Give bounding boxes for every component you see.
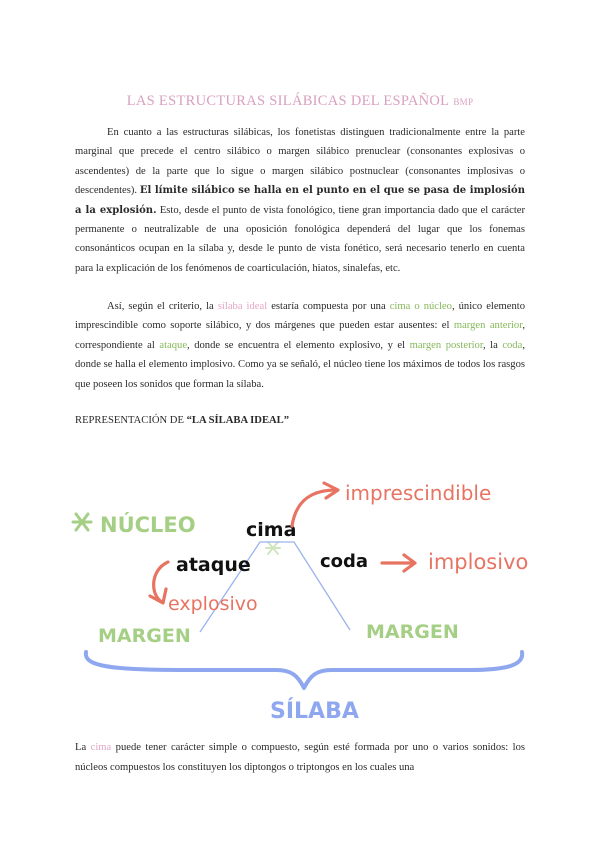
highlight-margen-posterior: margen posterior [409, 339, 483, 351]
section-heading-bold: “LA SÍLABA IDEAL” [186, 415, 290, 426]
label-implosivo: implosivo [428, 550, 529, 574]
peak-asterisk-icon [266, 542, 280, 554]
p2-text-3: , único elemento imprescindible como soporte silábico, y dos márgenes que pueden estar ausentes: el [75, 301, 526, 332]
p2-text-2: estaría compuesta por una [271, 301, 386, 312]
silaba-diagram [0, 450, 600, 730]
paragraph-1-bold: El límite silábico se halla en el punto en el que se pasa de implosión a la explosión. [75, 185, 525, 216]
section-heading-prefix: REPRESENTACIÓN DE [75, 415, 184, 426]
highlight-cima-nucleo: cima o núcleo [389, 301, 452, 312]
highlight-silaba-ideal: sílaba ideal [217, 301, 268, 312]
p2-text-6: , la [482, 339, 498, 351]
paragraph-1-text-a: En cuanto a las estructuras silábicas, los fonetistas distinguen tradicionalmente entre la parte marginal que precede el centro silábico o margen silábico prenuclear (consonantes explosivas o ascendentes) de la parte que lo sigue o margen silábico postnuclear (consonantes implosivas o descendentes). [75, 127, 525, 197]
title-tag: BMP [453, 97, 474, 107]
paragraph-2 [75, 297, 525, 394]
paragraph-3 [75, 738, 525, 778]
label-silaba: SÍLABA [270, 699, 359, 724]
p2-text-4: , correspondiente al [75, 320, 525, 351]
label-imprescindible: imprescindible [345, 481, 492, 505]
p2-text-1: Así, según el criterio, la [107, 301, 214, 312]
label-margen-right: MARGEN [366, 621, 459, 643]
label-margen-left: MARGEN [98, 625, 191, 647]
highlight-coda: coda [502, 339, 523, 351]
p3-text-1: La [75, 742, 87, 753]
label-coda: coda [320, 551, 369, 572]
p3-text-2: puede tener carácter simple o compuesto, según esté formada por uno o varios sonidos: los núcleos compuestos los constituyen los diptongos o triptongos en los cuales una [75, 742, 526, 773]
title-text: LAS ESTRUCTURAS SILÁBICAS DEL ESPAÑOL [126, 93, 450, 109]
page-title [0, 93, 600, 110]
p2-text-7: , donde se halla el elemento implosivo. Como ya se señaló, el núcleo tiene los máximos de todos los rasgos que poseen los sonidos que forman la sílaba. [75, 339, 525, 390]
label-explosivo: explosivo [168, 593, 258, 615]
highlight-cima: cima [90, 742, 112, 753]
label-nucleo: NÚCLEO [100, 513, 196, 537]
paragraph-1-text-b: Esto, desde el punto de vista fonológico, tiene gran importancia dado que el carácter permanente o neutralizable de una oposición fonológica dependerá del lugar que los fonemas consonánticos ocupan en la sílaba y, desde le punto de vista fonético, será necesario tenerlo en cuenta para la explicación de los fenómenos de coarticulación, hiatos, sinalefas, etc. [75, 204, 525, 274]
highlight-margen-anterior: margen anterior [453, 320, 523, 332]
p2-text-5: , donde se encuentra el elemento explosivo, y el [187, 339, 406, 351]
highlight-ataque: ataque [159, 339, 188, 351]
brace-shape [86, 652, 522, 688]
label-ataque: ataque [176, 554, 251, 576]
section-heading [75, 415, 289, 426]
paragraph-1 [75, 123, 525, 278]
label-cima: cima [246, 519, 297, 541]
asterisk-icon [73, 514, 91, 530]
